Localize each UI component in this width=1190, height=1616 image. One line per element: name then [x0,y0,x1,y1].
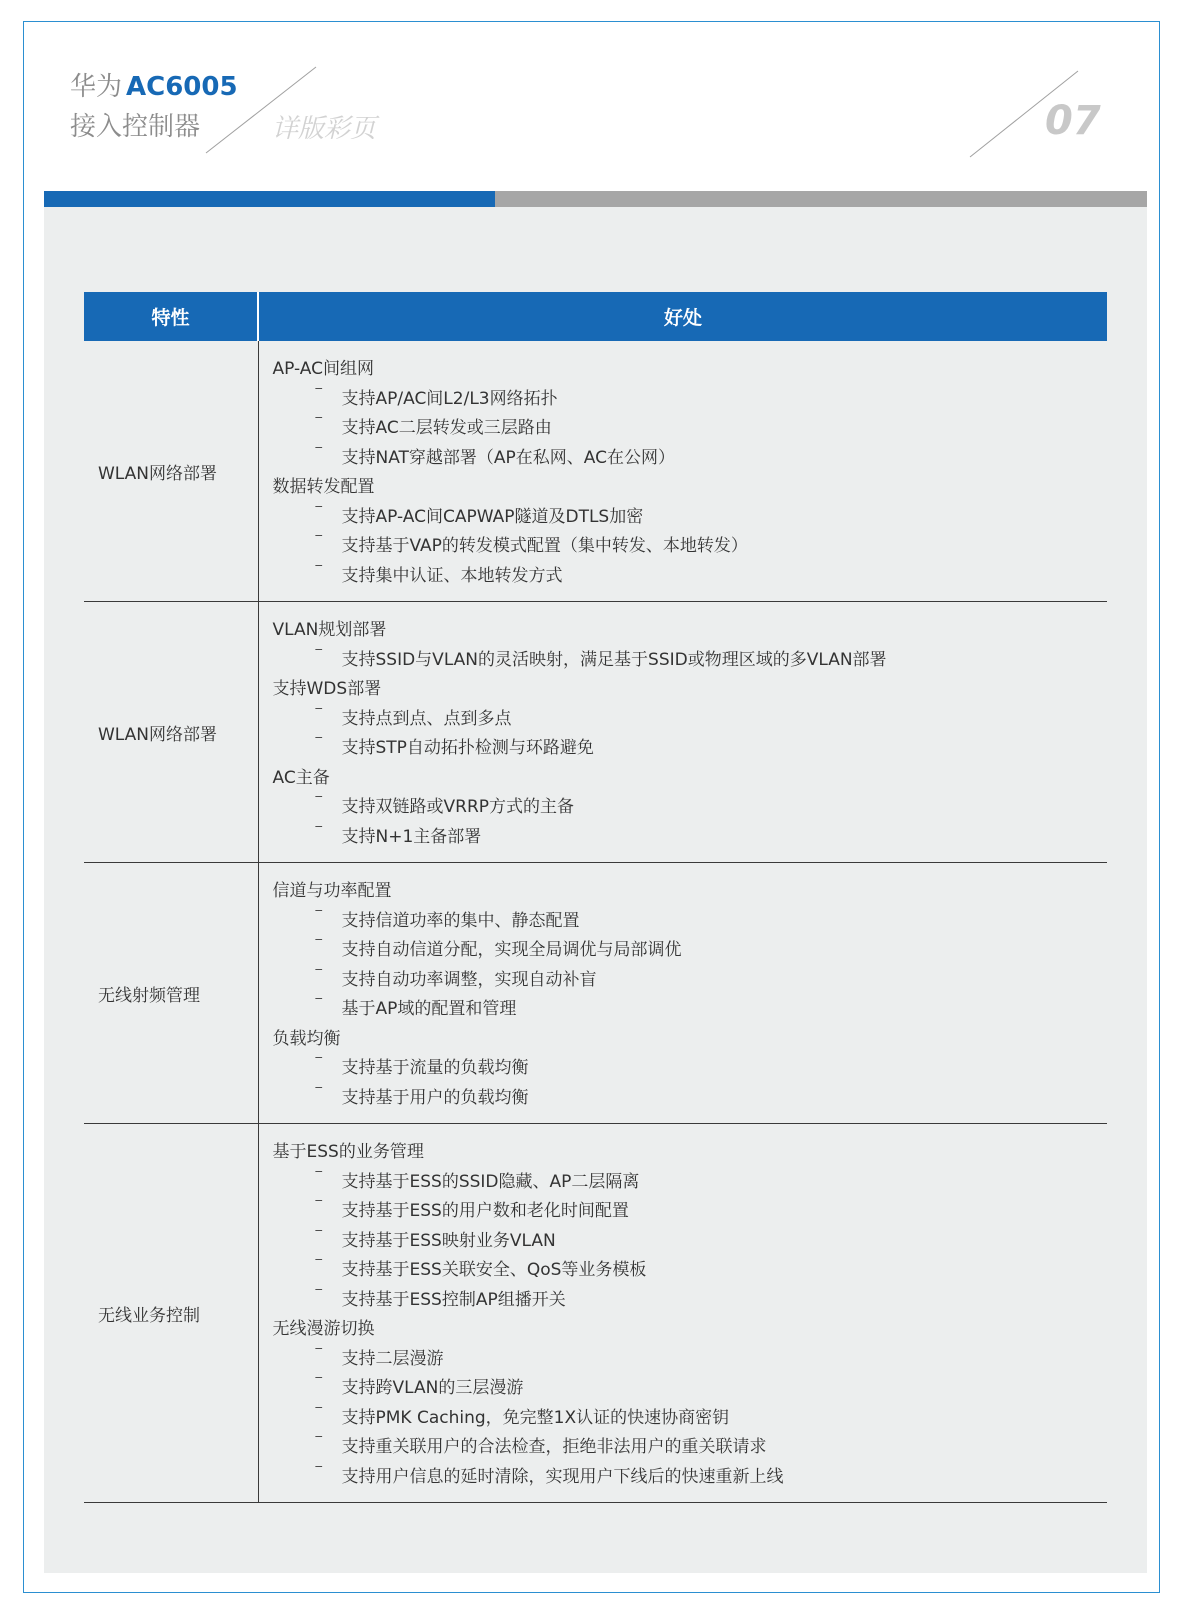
table-row [84,602,1107,863]
benefit-item-text: 支持PMK Caching，免完整1X认证的快速协商密钥 [341,1407,730,1428]
benefit-item [273,503,1108,533]
dash-bullet-icon: ‾ [315,1199,322,1214]
benefit-group-title: 负载均衡 [272,1028,341,1049]
dash-bullet-icon: ‾ [315,1405,322,1421]
dash-bullet-icon: ‾ [315,967,322,983]
feature-cell: WLAN网络部署 [84,602,258,863]
dash-bullet-icon: ‾ [315,938,322,953]
page-number: 07 [1045,98,1101,144]
subtitle: 详版彩页 [272,114,377,144]
benefit-group-title: 支持WDS部署 [272,679,382,699]
table-row [84,1124,1107,1503]
benefit-item [273,1433,1108,1463]
dash-bullet-icon: ‾ [315,706,322,722]
dash-bullet-icon: ‾ [315,1228,322,1244]
dash-bullet-icon: ‾ [315,795,322,810]
benefit-item [273,966,1108,996]
benefit-item-text: 支持重关联用户的合法检查，拒绝非法用户的重关联请求 [341,1437,767,1457]
brand-name: 华为 [70,72,123,102]
benefit-item-text: 支持SSID与VLAN的灵活映射，满足基于SSID或物理区域的多VLAN部署 [341,649,887,670]
feature-table [84,292,1107,1503]
benefit-item [273,823,1108,853]
benefit-item-text: 支持二层漫游 [341,1348,444,1369]
model-name: AC6005 [126,72,238,102]
benefit-group-title: 信道与功率配置 [272,881,392,901]
table-header-row [84,292,1107,341]
dash-bullet-icon: ‾ [315,1464,322,1480]
benefit-item-text: 支持基于用户的负载均衡 [341,1087,529,1108]
benefit-group-title: VLAN规划部署 [272,620,387,640]
header-bar-gray [495,191,1147,207]
benefit-item-text: 支持基于ESS的用户数和老化时间配置 [341,1201,629,1221]
benefit-item-text: 支持信道功率的集中、静态配置 [341,910,580,931]
header-feature: 特性 [84,292,258,341]
benefit-item-text: 支持基于ESS控制AP组播开关 [341,1289,566,1310]
benefit-item-text: 支持AP-AC间CAPWAP隧道及DTLS加密 [341,506,644,527]
benefit-item [273,385,1108,415]
benefit-item-text: 基于AP域的配置和管理 [341,999,517,1019]
benefit-item [273,936,1108,966]
benefit-item-text: 支持基于ESS关联安全、QoS等业务模板 [341,1260,647,1280]
benefit-item [273,1168,1108,1198]
dash-bullet-icon: ‾ [315,563,322,579]
benefit-item-text: 支持AP/AC间L2/L3网络拓扑 [341,388,558,409]
benefit-cell [258,602,1107,863]
benefit-item-text: 支持基于VAP的转发模式配置（集中转发、本地转发） [341,536,748,556]
dash-bullet-icon: ‾ [315,416,322,431]
benefit-group-title: 基于ESS的业务管理 [272,1142,424,1162]
benefit-item-text: 支持基于ESS映射业务VLAN [341,1230,556,1251]
benefit-item-text: 支持基于ESS的SSID隐藏、AP二层隔离 [341,1171,640,1192]
dash-bullet-icon: ‾ [315,1169,322,1185]
benefit-item-text: 支持点到点、点到多点 [341,708,512,729]
benefit-item-text: 支持NAT穿越部署（AP在私网、AC在公网） [341,447,675,468]
benefit-item [273,1345,1108,1375]
header-bar-blue [44,191,495,207]
dash-bullet-icon: ‾ [315,908,322,924]
dash-bullet-icon: ‾ [315,504,322,520]
dash-bullet-icon: ‾ [315,997,322,1012]
benefit-item [273,1256,1108,1286]
benefit-item [273,1286,1108,1316]
benefit-item [273,1227,1108,1257]
benefit-item-text: 支持自动信道分配，实现全局调优与局部调优 [341,940,682,960]
benefit-item-text: 支持集中认证、本地转发方式 [341,565,563,586]
dash-bullet-icon: ‾ [315,1435,322,1450]
benefit-item-text: 支持双链路或VRRP方式的主备 [341,797,575,817]
benefit-item [273,793,1108,823]
table-body [84,341,1107,1503]
dash-bullet-icon: ‾ [315,1056,322,1071]
benefit-cell [258,863,1107,1124]
benefit-item [273,1404,1108,1434]
benefit-item [273,907,1108,937]
benefit-cell [258,1124,1107,1503]
dash-bullet-icon: ‾ [315,1287,322,1303]
benefit-item [273,1054,1108,1084]
benefit-item [273,1463,1108,1493]
dash-bullet-icon: ‾ [315,1085,322,1101]
benefit-item [273,532,1108,562]
table-row [84,341,1107,602]
benefit-item-text: 支持跨VLAN的三层漫游 [341,1378,524,1398]
header-benefit: 好处 [258,292,1107,341]
benefit-group-title: 数据转发配置 [272,477,375,497]
dash-bullet-icon: ‾ [315,824,322,840]
dash-bullet-icon: ‾ [315,1258,322,1273]
dash-bullet-icon: ‾ [315,1376,322,1391]
benefit-item-text: 支持用户信息的延时清除，实现用户下线后的快速重新上线 [341,1466,784,1487]
benefit-item [273,1197,1108,1227]
benefit-item [273,1374,1108,1404]
benefit-item [273,444,1108,474]
dash-bullet-icon: ‾ [315,445,322,461]
dash-bullet-icon: ‾ [315,647,322,663]
dash-bullet-icon: ‾ [315,386,322,402]
benefit-item [273,995,1108,1025]
benefit-item-text: 支持N+1主备部署 [341,826,482,847]
dash-bullet-icon: ‾ [315,534,322,549]
benefit-item-text: 支持STP自动拓扑检测与环路避免 [341,738,594,758]
benefit-item-text: 支持基于流量的负载均衡 [341,1058,529,1078]
feature-cell: 无线业务控制 [84,1124,258,1503]
benefit-item [273,414,1108,444]
benefit-item [273,705,1108,735]
benefit-group-title: AP-AC间组网 [272,359,374,379]
feature-cell: 无线射频管理 [84,863,258,1124]
benefit-item [273,1084,1108,1114]
benefit-group-title: 无线漫游切换 [272,1319,375,1339]
benefit-item [273,562,1108,592]
benefit-cell [258,341,1107,602]
dash-bullet-icon: ‾ [315,736,322,751]
benefit-item-text: 支持自动功率调整，实现自动补盲 [341,969,597,990]
product-name: 接入控制器 [70,112,201,142]
benefit-group-title: AC主备 [272,767,330,788]
benefit-item-text: 支持AC二层转发或三层路由 [341,418,552,438]
benefit-item [273,734,1108,764]
dash-bullet-icon: ‾ [315,1346,322,1362]
table-row [84,863,1107,1124]
feature-cell: WLAN网络部署 [84,341,258,602]
benefit-item [273,646,1108,676]
